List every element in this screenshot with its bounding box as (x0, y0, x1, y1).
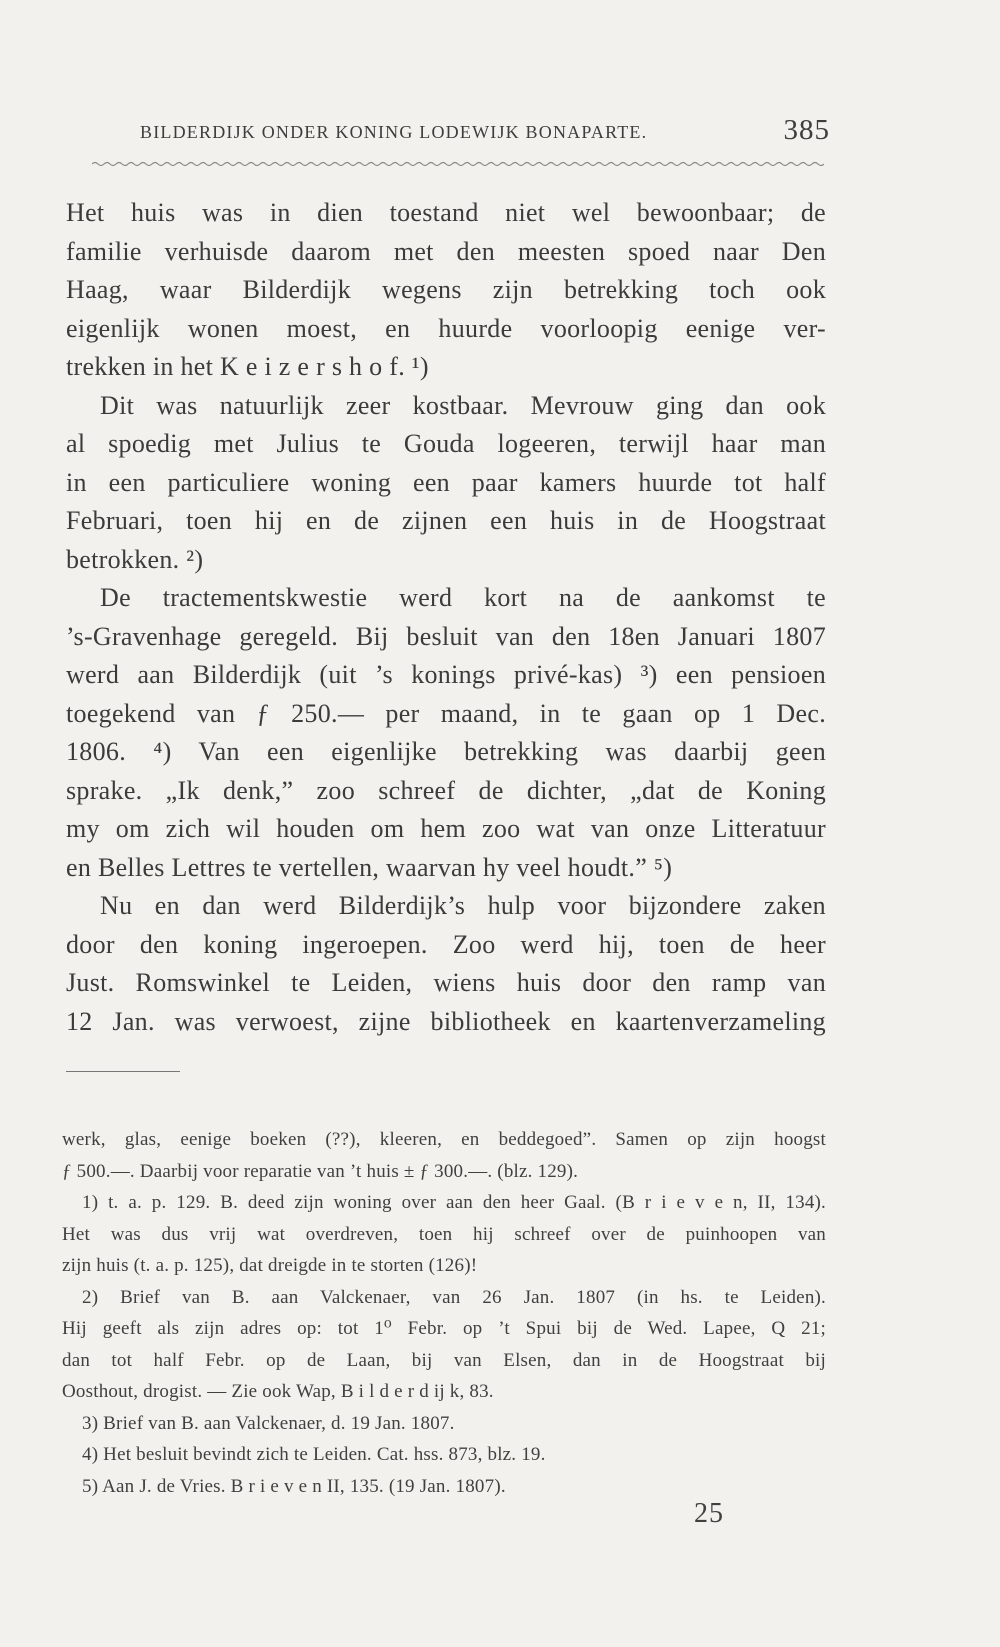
header-wavy-rule (92, 160, 824, 168)
footnote-line: Oosthout, drogist. — Zie ook Wap, B i l d e r d ij k, 83. (62, 1381, 494, 1402)
text-line: my om zich wil houden om hem zoo wat van onze Litteratuur (66, 814, 826, 843)
page-number: 385 (783, 114, 830, 146)
text-line: familie verhuisde daarom met den meesten spoed naar Den (66, 236, 826, 266)
text-line: Het huis was in dien toestand niet wel bewoonbaar; de (66, 198, 826, 227)
text-line: Just. Romswinkel te Leiden, wiens huis door den ramp van (66, 968, 826, 997)
text-line: Dit was natuurlijk zeer kostbaar. Mevrouw ging dan ook (100, 390, 826, 420)
footnote-line: Hij geeft als zijn adres op: tot 1⁰ Febr. op ’t Spui bij de Wed. Lapee, Q 21; (62, 1318, 826, 1339)
footnote-line: Het was dus vrij wat overdreven, toen hij schreef over de puinhoopen van (62, 1223, 826, 1245)
footnotes (62, 1124, 826, 1502)
footnote-line: ƒ 500.—. Daarbij voor reparatie van ’t huis ± ƒ 300.—. (blz. 129). (62, 1160, 579, 1182)
footnote-line: werk, glas, eenige boeken (??), kleeren, en beddegoed”. Samen op zijn hoogst (62, 1129, 826, 1150)
text-line: ’s-Gravenhage geregeld. Bij besluit van den 18en Januari 1807 (66, 621, 826, 651)
running-title: BILDERDIJK ONDER KONING LODEWIJK BONAPARTE. (140, 122, 648, 142)
text-line: werd aan Bilderdijk (uit ’s konings privé-kas) ³) een pensioen (66, 660, 826, 689)
text-line: Nu en dan werd Bilderdijk’s hulp voor bijzondere zaken (100, 891, 826, 920)
running-header (140, 114, 830, 158)
text-line: De tractementskwestie werd kort na de aankomst te (100, 583, 826, 612)
text-line: in een particuliere woning een paar kamers huurde tot half (66, 467, 826, 497)
footnote-line: 2) Brief van B. aan Valckenaer, van 26 Jan. 1807 (in hs. te Leiden). (82, 1286, 826, 1308)
text-line: trekken in het K e i z e r s h o f. ¹) (66, 352, 429, 381)
footnote-line: dan tot half Febr. op de Laan, bij van Elsen, dan in de Hoogstraat bij (62, 1349, 826, 1371)
text-line: al spoedig met Julius te Gouda logeeren, terwijl haar man (66, 429, 826, 458)
text-line: 12 Jan. was verwoest, zijne bibliotheek en kaartenverzameling (66, 1006, 826, 1036)
signature-mark: 25 (694, 1498, 724, 1529)
footnote-line: 1) t. a. p. 129. B. deed zijn woning over aan den heer Gaal. (B r i e v e n, II, 134). (82, 1192, 826, 1213)
text-line: eigenlijk wonen moest, en huurde voorloopig eenige ver- (66, 313, 826, 343)
footnote-line: 4) Het besluit bevindt zich te Leiden. Cat. hss. 873, blz. 19. (82, 1444, 546, 1465)
footnote-separator (66, 1071, 180, 1072)
text-line: en Belles Lettres te vertellen, waarvan hy veel houdt.” ⁵) (66, 852, 673, 882)
text-line: door den koning ingeroepen. Zoo werd hij, toen de heer (66, 929, 826, 959)
main-text (66, 194, 826, 1041)
text-line: 1806. ⁴) Van een eigenlijke betrekking was daarbij geen (66, 737, 826, 766)
footnote-line: 5) Aan J. de Vries. B r i e v e n II, 135. (19 Jan. 1807). (82, 1475, 506, 1497)
text-line: Haag, waar Bilderdijk wegens zijn betrekking toch ook (66, 275, 826, 304)
footnote-line: zijn huis (t. a. p. 125), dat dreigde in te storten (126)! (62, 1255, 478, 1276)
text-line: toegekend van ƒ 250.— per maand, in te gaan op 1 Dec. (66, 698, 826, 728)
text-line: Februari, toen hij en de zijnen een huis in de Hoogstraat (66, 506, 826, 535)
text-line: betrokken. ²) (66, 544, 204, 574)
text-line: sprake. „Ik denk,” zoo schreef de dichter, „dat de Koning (66, 775, 826, 805)
footnote-line: 3) Brief van B. aan Valckenaer, d. 19 Jan. 1807. (82, 1412, 455, 1434)
